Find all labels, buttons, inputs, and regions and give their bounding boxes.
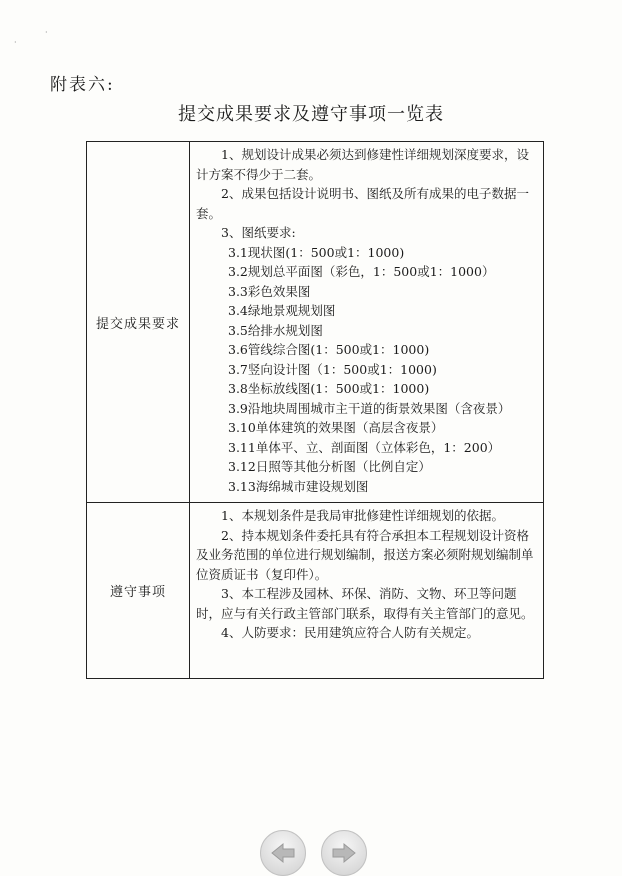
list-item: 3.13海绵城市建设规划图 [228,478,369,494]
paragraph: 2、持本规划条件委托具有符合承担本工程规划设计资格及业务范围的单位进行规划编制，报送方案必须附规划编制单位资质证书（复印件）。 [196,527,534,582]
list-item: 3.12日照等其他分析图（比例自定） [228,459,431,474]
list-item: 3.2规划总平面图（彩色，1：500或1：1000） [228,264,495,279]
list-item: 3.6管线综合图(1：500或1：1000) [228,342,430,357]
list-item: 3.7竖向设计图（1：500或1：1000) [228,361,437,377]
list-item: 3.8坐标放线图(1：500或1：1000) [228,381,430,396]
list-item: 3.5给排水规划图 [228,322,323,338]
submission-content [190,142,544,503]
paragraph: 1、本规划条件是我局审批修建性详细规划的依据。 [221,508,504,523]
table-row [87,142,544,503]
list-item: 3.4绿地景观规划图 [228,303,336,318]
list-item: 3.9沿地块周围城市主干道的街景效果图（含夜景） [228,400,511,416]
arrow-left-icon [270,842,296,864]
annex-label: 附表六: [50,75,115,95]
prev-page-button[interactable] [260,830,306,876]
arrow-right-icon [331,842,357,864]
compliance-content [190,503,544,679]
section-label-compliance: 遵守事项 [87,503,190,679]
list-item: 3.10单体建筑的效果图（高层含夜景） [228,420,444,435]
list-item: 3.3彩色效果图 [228,283,311,299]
paragraph: 3、图纸要求: [221,225,296,240]
list-item: 3.1现状图(1：500或1：1000) [228,244,405,260]
page-title: 提交成果要求及遵守事项一览表 [178,104,444,125]
table-row [87,503,544,679]
next-page-button[interactable] [321,830,367,876]
paragraph: 4、人防要求：民用建筑应符合人防有关规定。 [221,625,479,640]
paragraph: 3、本工程涉及园林、环保、消防、文物、环卫等问题时，应与有关行政主管部门联系，取得有关主管部门的意见。 [196,586,534,621]
requirements-table [86,141,544,679]
section-label-submission: 提交成果要求 [87,142,190,503]
paragraph: 1、规划设计成果必须达到修建性详细规划深度要求，设计方案不得少于二套。 [196,147,529,182]
list-item: 3.11单体平、立、剖面图（立体彩色，1：200） [228,439,501,455]
paragraph: 2、成果包括设计说明书、图纸及所有成果的电子数据一套。 [196,186,529,221]
